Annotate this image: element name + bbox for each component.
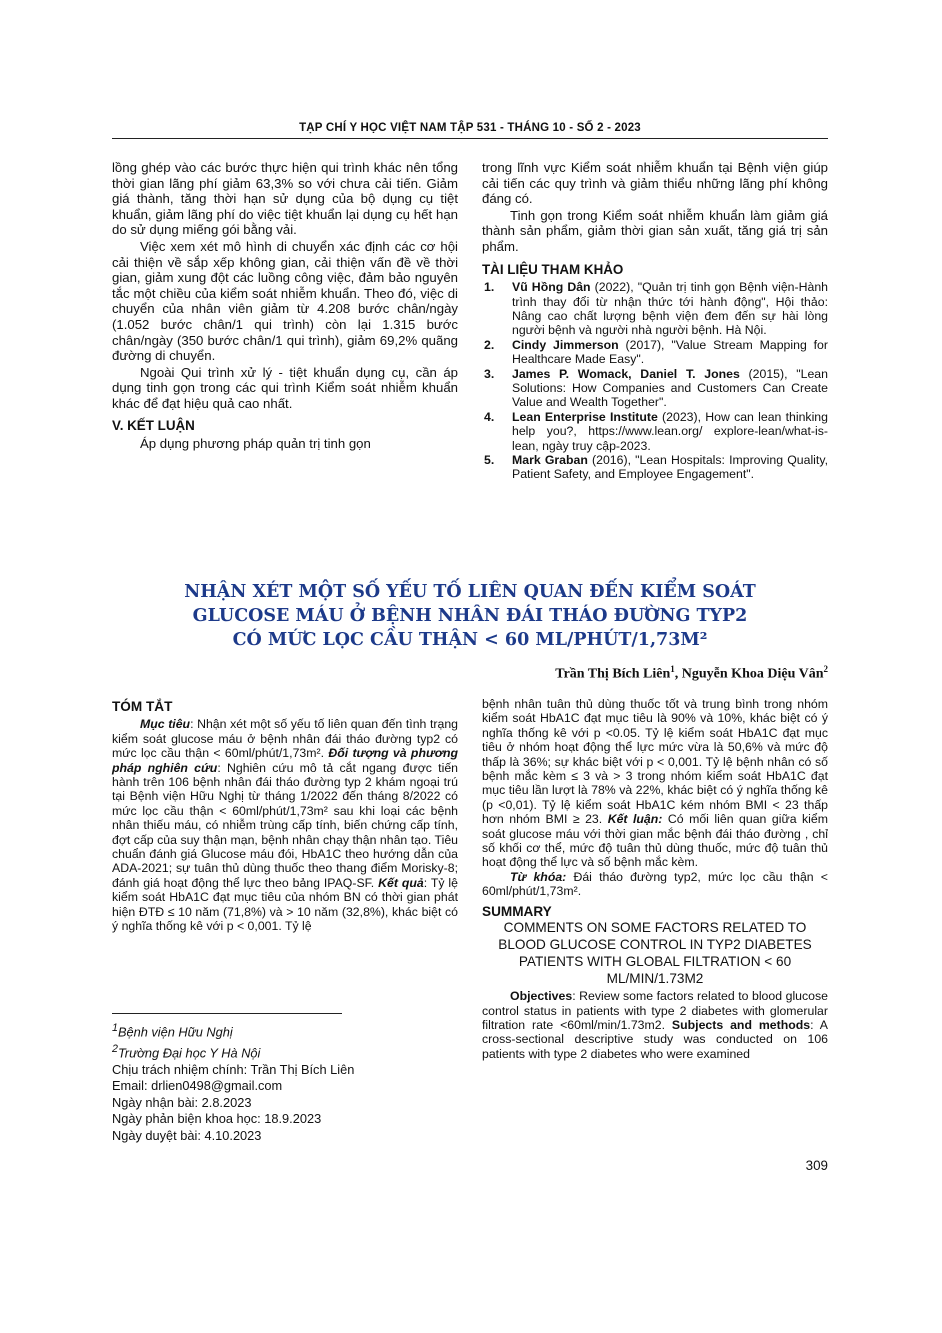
abstract-continued-column — [482, 697, 828, 1061]
keywords: Từ khóa: Đái tháo đường typ2, mức lọc cầu thận < 60ml/phút/1,73m². — [482, 869, 828, 899]
reference-item: 1. Vũ Hồng Dân (2022), "Quản trị tinh gọn Bệnh viện-Hành trình thay đổi từ nhận thức tới hành động", Hội thảo: Nâng cao chất lượng bệnh viện đem đến sự hài lòng người bệnh và người nhà người bệnh. Hà Nội. — [484, 280, 828, 338]
reference-item: 2. Cindy Jimmerson (2017), "Value Stream Mapping for Healthcare Made Easy". — [484, 337, 828, 367]
page-number: 309 — [805, 1158, 828, 1173]
affiliation-1: $^1$Bệnh viện Hữu Nghị — [112, 1022, 233, 1040]
reference-item: 3. James P. Womack, Daniel T. Jones (2015), "Lean Solutions: How Companies and Customers Can Create Value and Wealth Together". — [484, 366, 828, 410]
reference-list — [482, 280, 828, 482]
abstract-paragraph: bệnh nhân tuân thủ dùng thuốc tốt và trung bình trong nhóm kiểm soát HbA1C đạt mục tiêu là 90% và 10%, khác biệt có ý nghĩa thống kê với p <0.05. Tỷ lệ kiểm soát HbA1C đạt mục tiêu ở nhóm hoạt động thể lực mức vừa là 50,6% và mức độ thấp là 36%; sự khác biệt với p < 0,001. Tỷ lệ bệnh nhân có số bệnh mắc kèm ≤ 3 và > 3 trong nhóm kiểm soát HbA1C đạt mục tiêu lần lượt là 78% và 22%, khác biệt có ý nghĩa thống kê (p <0,01). Tỷ lệ kiểm soát HbA1C kém nhóm BMI < 23 thấp hơn nhóm BMI ≥ 23. Kết luận: Có mối liên quan giữa kiểm soát glucose máu với thời gian mắc bệnh đái tháo đường , chỉ số khối cơ thể, mức độ tuân thủ dùng thuốc, mức độ tuân thủ hoạt động thể lực và số bệnh mắc kèm. — [482, 697, 828, 870]
paragraph: trong lĩnh vực Kiểm soát nhiễm khuẩn tại Bệnh viện giúp cải tiến các quy trình và giảm thiểu những lãng phí không đáng có. — [482, 160, 828, 207]
author-name: Trần Thị Bích Liên — [555, 666, 671, 682]
paragraph: lồng ghép vào các bước thực hiện qui trình khác nên tổng thời gian lãng phí giảm 63,3% so với chưa cải tiến. Giảm giá thành, tăng thời hạn sử dụng của bộ dụng cụ tiệt khuẩn, giảm lãng phí do việc tiệt khuẩn lại dụng cụ hết hạn do sử dụng miếng gói bằng vải. — [112, 160, 458, 238]
header-rule — [112, 138, 828, 139]
footnote-rule — [112, 1013, 342, 1014]
author-name: Nguyễn Khoa Diệu Vân — [681, 666, 824, 682]
right-top-column — [482, 160, 828, 482]
author-line: Trần Thị Bích Liên$^1$, Nguyễn Khoa Diệu Vân$^2$ — [555, 664, 828, 682]
summary-heading: SUMMARY — [482, 903, 552, 919]
left-top-column — [112, 160, 458, 452]
affiliation-mark: 1 — [670, 664, 675, 674]
abstract-heading: TÓM TẮT — [112, 699, 173, 714]
affiliation-mark: 2 — [823, 664, 828, 674]
paragraph: Tinh gọn trong Kiểm soát nhiễm khuẩn làm giảm giá thành sản phẩm, giảm thời gian sản xuất, tăng giá trị sản phẩm. — [482, 207, 828, 254]
article-title — [112, 580, 828, 652]
accepted-date: Ngày duyệt bài: 4.10.2023 — [112, 1127, 262, 1143]
paragraph: Ngoài Qui trình xử lý - tiệt khuẩn dụng cụ, cần áp dụng tinh gọn trong các qui trình Kiểm soát nhiễm khuẩn khác để đạt hiệu quả cao nhất. — [112, 364, 458, 411]
english-title: COMMENTS ON SOME FACTORS RELATED TO BLOOD GLUCOSE CONTROL IN TYP2 DIABETES PATIENTS WITH GLOBAL FILTRATION < 60 ML/MIN/1.73M2 — [498, 920, 812, 987]
abstract-paragraph: Mục tiêu: Nhận xét một số yếu tố liên quan đến tình trạng kiểm soát glucose máu ở bệnh nhân đái tháo đường typ2 có mức lọc cầu thận < 60ml/phút/1,73m². Đối tượng và phương pháp nghiên cứu: Nghiên cứu mô tả cắt ngang được tiến hành trên 106 bệnh nhân đái tháo đường typ 2 khám ngoại trú tại Bệnh viện Hữu Nghị từ tháng 1/2022 đến tháng 8/2022 có mức lọc cầu thận < 60ml/phút/1,73m² sau khi loại các bệnh nhân thiếu máu, có nhiễm trùng cấp tính, biến chứng cấp tính, đợt cấp của suy thận mạn, bệnh nhân chạy thận nhân tạo. Tiêu chuẩn đánh giá Glucose máu đói, HbA1C theo hướng dẫn của ADA-2021; sự tuân thủ dùng thuốc theo thang điểm Morisky-8; đánh giá hoạt động thể lực theo bảng IPAQ-SF. Kết quả: Tỷ lệ kiểm soát HbA1C đạt mục tiêu của nhóm BN có thời gian phát hiện ĐTĐ ≤ 10 năm (71,8%) và > 10 năm (32,8%), khác biệt có ý nghĩa thống kê với p < 0,001. Tỷ lệ — [112, 717, 459, 934]
journal-header: TẠP CHÍ Y HỌC VIỆT NAM TẬP 531 - THÁNG 10 - SỐ 2 - 2023 — [299, 122, 641, 134]
summary-paragraph: Objectives: Review some factors related to blood glucose control status in patients with type 2 diabetes with glomerular filtration rate <60ml/min/1.73m2. Subjects and methods: A cross-sectional descriptive study was conducted on 106 patients with type 2 diabetes who were examined — [482, 989, 828, 1061]
corresponding-author: Chịu trách nhiệm chính: Trần Thị Bích Liên — [112, 1061, 355, 1077]
reference-item: 4. Lean Enterprise Institute (2023), How can lean thinking help you?, https://www.lean.org/ explore-lean/what-is-lean, ngày truy cập-2023. — [484, 409, 828, 453]
footnotes — [112, 1020, 452, 1144]
paragraph: Việc xem xét mô hình di chuyển xác định các cơ hội cải thiện về sắp xếp không gian, cải thiện vấn đề về thời gian, giảm xung đột các luồng công việc, đảm bảo nguyên tắc một chiều của kiểm soát nhiễm khuẩn. Theo đó, việc di chuyển của nhân viên giảm từ 4.208 bước chân/ngày (1.052 bước chân/1 qui trình) còn lại 1.315 bước chân/ngày (350 bước chân/1 qui trình), giảm 69,2% quãng đường di chuyển. — [112, 238, 458, 364]
paragraph: Áp dụng phương pháp quản trị tinh gọn — [140, 436, 371, 452]
title-line: NHẬN XÉT MỘT SỐ YẾU TỐ LIÊN QUAN ĐẾN KIỂM SOÁT — [184, 582, 756, 602]
section-heading-conclusion: V. KẾT LUẬN — [112, 417, 195, 433]
review-date: Ngày phản biện khoa học: 18.9.2023 — [112, 1111, 322, 1127]
affiliation-2: $^2$Trường Đại học Y Hà Nội — [112, 1042, 261, 1061]
title-line: CÓ MỨC LỌC CẦU THẬN < 60 ML/PHÚT/1,73M² — [232, 630, 708, 650]
received-date: Ngày nhận bài: 2.8.2023 — [112, 1094, 252, 1110]
references-heading: TÀI LIỆU THAM KHẢO — [482, 261, 624, 277]
reference-item: 5. Mark Graban (2016), "Lean Hospitals: Improving Quality, Patient Safety, and Employee Engagement". — [484, 453, 828, 482]
abstract-vi-column — [112, 700, 458, 934]
email: Email: drlien0498@gmail.com — [112, 1078, 283, 1094]
title-line: GLUCOSE MÁU Ở BỆNH NHÂN ĐÁI THÁO ĐƯỜNG TYP2 — [192, 606, 748, 626]
